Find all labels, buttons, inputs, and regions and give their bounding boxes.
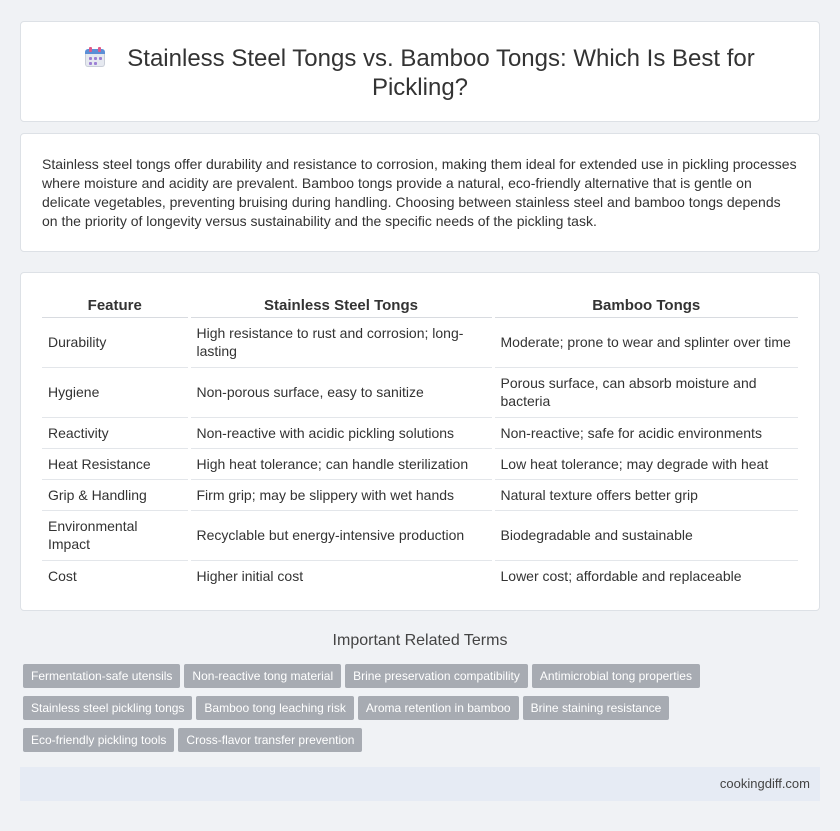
page-title: Stainless Steel Tongs vs. Bamboo Tongs: Which Is Best for Pickling? — [127, 45, 755, 101]
footer — [20, 767, 820, 801]
calendar-icon — [85, 47, 105, 67]
row-stainless: High resistance to rust and corrosion; long-lasting — [189, 317, 493, 367]
row-stainless: Firm grip; may be slippery with wet hands — [189, 479, 493, 510]
row-feature: Grip & Handling — [42, 479, 189, 510]
header-bamboo: Bamboo Tongs — [493, 295, 798, 317]
row-feature: Reactivity — [42, 417, 189, 448]
table-row — [42, 448, 798, 479]
intro-card — [20, 133, 820, 252]
row-feature: Durability — [42, 317, 189, 367]
row-bamboo: Non-reactive; safe for acidic environments — [493, 417, 798, 448]
table-row — [42, 510, 798, 560]
tag-link[interactable]: Brine staining resistance — [523, 696, 670, 720]
row-bamboo: Porous surface, can absorb moisture and bacteria — [493, 367, 798, 417]
table-row — [42, 317, 798, 367]
row-bamboo: Lower cost; affordable and replaceable — [493, 560, 798, 591]
footer-site[interactable]: cookingdiff.com — [719, 776, 810, 791]
header-feature: Feature — [42, 295, 189, 317]
row-stainless: Recyclable but energy-intensive production — [189, 510, 493, 560]
row-stainless: Non-reactive with acidic pickling solutions — [189, 417, 493, 448]
table-row — [42, 417, 798, 448]
row-feature: Environmental Impact — [42, 510, 189, 560]
tag-link[interactable]: Cross-flavor transfer prevention — [178, 728, 362, 752]
row-stainless: High heat tolerance; can handle sterilization — [189, 448, 493, 479]
row-stainless: Non-porous surface, easy to sanitize — [189, 367, 493, 417]
table-row — [42, 479, 798, 510]
related-terms-title: Important Related Terms — [332, 632, 508, 649]
table-row — [42, 367, 798, 417]
row-stainless: Higher initial cost — [189, 560, 493, 591]
tag-link[interactable]: Stainless steel pickling tongs — [23, 696, 192, 720]
row-bamboo: Biodegradable and sustainable — [493, 510, 798, 560]
header-card — [20, 21, 820, 122]
tag-link[interactable]: Bamboo tong leaching risk — [196, 696, 353, 720]
tag-link[interactable]: Antimicrobial tong properties — [532, 664, 700, 688]
table-header-row — [42, 295, 798, 317]
tag-link[interactable]: Fermentation-safe utensils — [23, 664, 180, 688]
intro-paragraph: Stainless steel tongs offer durability and resistance to corrosion, making them ideal for extended use in pickling processes where moisture and acidity are prevalent. Bamboo tongs provide a natural, eco-friendly alternative that is gentle on delicate vegetables, preventing bruising during handling. Choosing between stainless steel and bamboo tongs depends on the priority of longevity versus sustainability and the specific needs of the pickling task. — [42, 156, 797, 229]
row-bamboo: Moderate; prone to wear and splinter over time — [493, 317, 798, 367]
tag-link[interactable]: Non-reactive tong material — [184, 664, 341, 688]
comparison-card — [20, 272, 820, 611]
row-feature: Heat Resistance — [42, 448, 189, 479]
table-row — [42, 560, 798, 591]
row-bamboo: Natural texture offers better grip — [493, 479, 798, 510]
header-stainless: Stainless Steel Tongs — [189, 295, 493, 317]
row-feature: Cost — [48, 567, 77, 584]
comparison-table — [42, 295, 798, 591]
row-bamboo: Low heat tolerance; may degrade with heat — [493, 448, 798, 479]
tag-link[interactable]: Eco-friendly pickling tools — [23, 728, 174, 752]
related-tags — [23, 664, 823, 760]
tag-link[interactable]: Brine preservation compatibility — [345, 664, 528, 688]
row-feature: Hygiene — [42, 367, 189, 417]
page-title-wrap — [21, 44, 819, 102]
tag-link[interactable]: Aroma retention in bamboo — [358, 696, 519, 720]
